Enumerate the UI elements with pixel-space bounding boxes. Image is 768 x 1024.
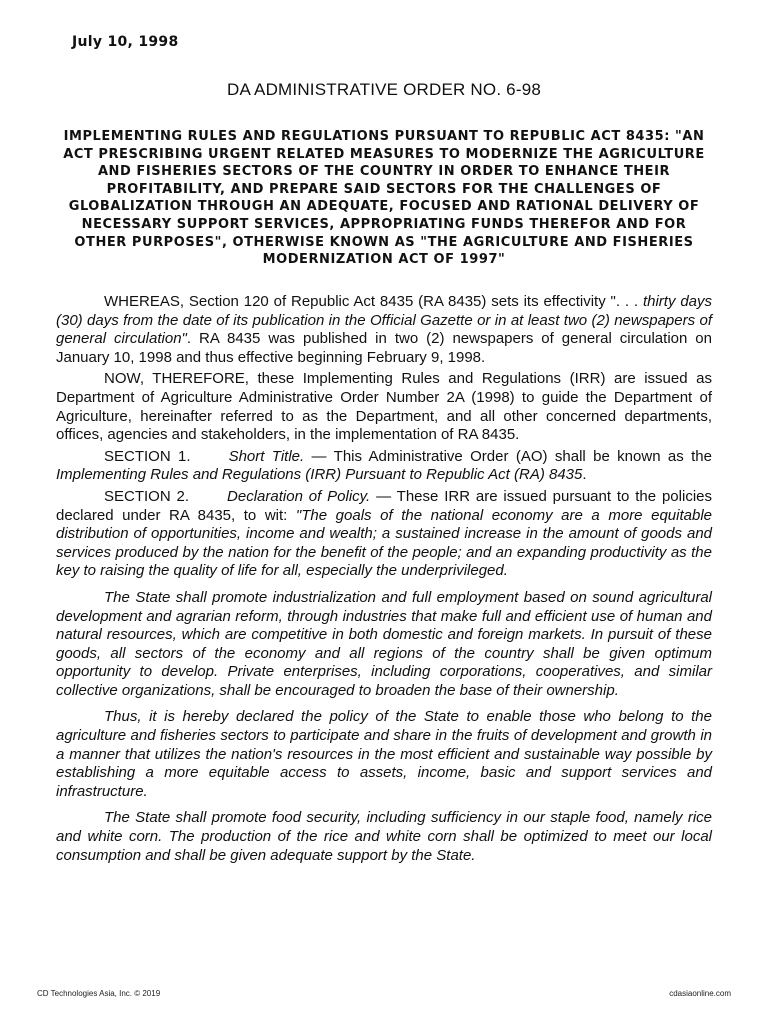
order-number-heading: DA ADMINISTRATIVE ORDER NO. 6-98 <box>226 80 542 99</box>
now-therefore-paragraph: NOW, THEREFORE, these Implementing Rules and Regulations (IRR) are issued as Department of Agriculture Administrative Order Number 2A (1998) to guide the Department of Agriculture, hereinafter referred to as the Department, and all other concerned departments, offices, agencies and stakeholders, in the implementation of RA 8435. <box>56 370 712 444</box>
policy-paragraph-industrialization <box>56 589 712 701</box>
policy-text: The State shall promote industrialization and full employment based on sound agricultural development and agrarian reform, through industries that make full and efficient use of human and natural resources, which are competitive in both domestic and foreign markets. In pursuit of these goods, all sectors of the economy and all regions of the country shall be given optimum opportunity to develop. Private enterprises, including corporations, cooperatives, and similar collective organizations, shall be encouraged to broaden the base of their ownership. <box>56 588 712 699</box>
whereas-paragraph <box>56 293 712 367</box>
section-2-paragraph <box>56 488 712 581</box>
section-2-title: Declaration of Policy. <box>227 487 371 505</box>
footer-copyright: CD Technologies Asia, Inc. © 2019 <box>37 989 161 998</box>
section-1-name: Implementing Rules and Regulations (IRR) Pursuant to Republic Act (RA) 8435 <box>56 466 583 484</box>
section-1-paragraph <box>56 448 712 485</box>
whereas-quote: thirty days (30) days from the date of its publication in the Official Gazette or in at least two (2) newspapers of general circulation" <box>56 293 712 348</box>
order-caption: IMPLEMENTING RULES AND REGULATIONS PURSUANT TO REPUBLIC ACT 8435: "AN ACT PRESCRIBING URGENT RELATED MEASURES TO MODERNIZE THE AGRICULTURE AND FISHERIES SECTORS OF THE COUNTRY IN ORDER TO ENHANCE THEIR PROFITABILITY, AND PREPARE SAID SECTORS FOR THE CHALLENGES OF GLOBALIZATION THROUGH AN ADEQUATE, FOCUSED AND RATIONAL DELIVERY OF NECESSARY SUPPORT SERVICES, APPROPRIATING FUNDS THEREFOR AND FOR OTHER PURPOSES", OTHERWISE KNOWN AS "THE AGRICULTURE AND FISHERIES MODERNIZATION ACT OF 1997" <box>63 129 705 268</box>
section-1-title: Short Title. <box>228 447 305 465</box>
footer-site: cdasiaonline.com <box>669 989 731 998</box>
whereas-lead: WHEREAS, Section 120 of Republic Act 8435 (RA 8435) sets its effectivity ". . . <box>104 293 639 310</box>
policy-paragraph-participation <box>56 708 712 801</box>
section-2-quote: "The goals of the national economy are a more equitable distribution of opportunities, income and wealth; a sustained increase in the amount of goods and services produced by the nation for the benefit of the people; and an expanding productivity as the key to raising the quality of life for all, especially the underprivileged. <box>56 506 712 580</box>
section-1-label: SECTION 1. <box>104 447 191 465</box>
policy-text: Thus, it is hereby declared the policy of the State to enable those who belong to the agriculture and fisheries sectors to participate and share in the fruits of development and growth in a manner that utilizes the nation's resources in the most efficient and sustainable way possible by establishing a more equitable access to assets, income, basic and support services and infrastructure. <box>56 708 712 800</box>
policy-paragraph-food-security <box>56 809 712 865</box>
whereas-tail: . RA 8435 was published in two (2) newspapers of general circulation on January 10, 1998 and thus effective beginning February 9, 1998. <box>56 330 712 366</box>
section-1-end: . <box>582 466 587 484</box>
section-2-text: — These IRR are issued pursuant to the policies declared under RA 8435, to wit: <box>56 487 712 524</box>
section-2-label: SECTION 2. <box>104 487 190 505</box>
document-date: July 10, 1998 <box>72 34 179 50</box>
section-1-text: — This Administrative Order (AO) shall be known as the <box>304 447 712 465</box>
document-body <box>56 293 712 873</box>
policy-text: The State shall promote food security, including sufficiency in our staple food, namely rice and white corn. The production of the rice and white corn shall be optimized to meet our local consumption and shall be given adequate support by the State. <box>56 809 712 864</box>
